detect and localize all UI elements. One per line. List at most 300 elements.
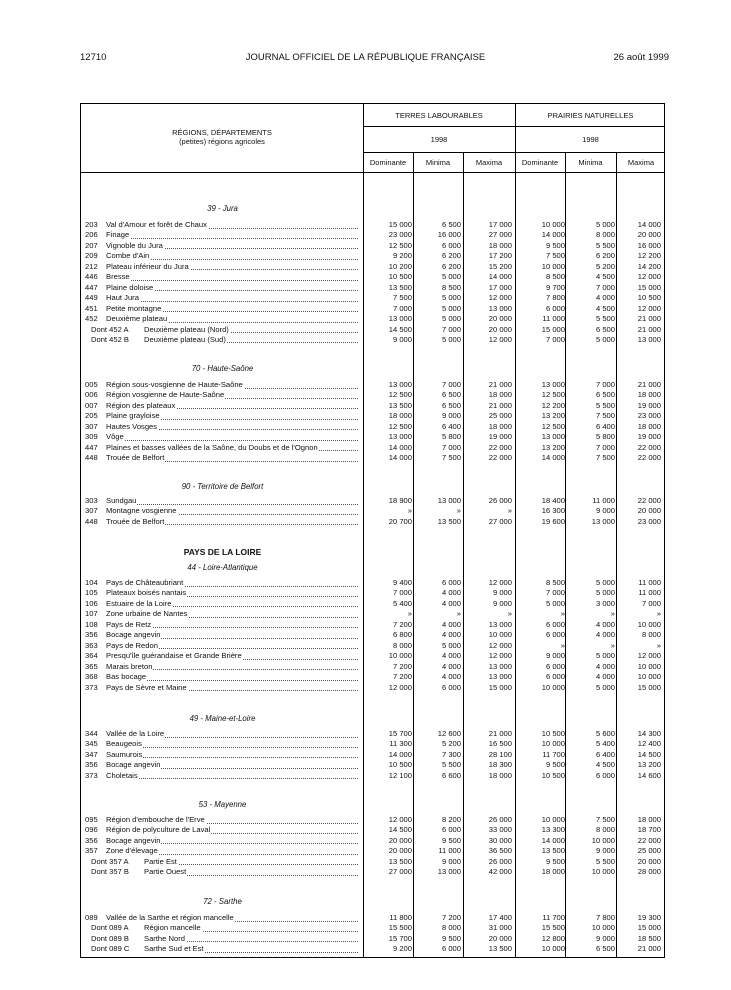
cell-value: 4 500 [595, 272, 615, 282]
cell-value: 36 500 [488, 846, 512, 856]
row-label [106, 913, 358, 924]
row-label [106, 390, 358, 401]
cell-value: 5 200 [441, 739, 461, 749]
cell-value: 26 000 [488, 856, 512, 866]
journal-title: JOURNAL OFFICIEL DE LA RÉPUBLIQUE FRANÇAISE [245, 52, 486, 63]
cell-value: 9 000 [595, 506, 615, 516]
row-label [106, 453, 358, 464]
row-label-text: Pays de Redon [106, 640, 158, 650]
cell-value: 6 000 [595, 770, 615, 780]
cell-value: 18 000 [637, 815, 661, 824]
cell-value: 6 000 [545, 303, 565, 313]
cell-value: 7 000 [595, 380, 615, 389]
row-label-text: Sarthe Nord [144, 933, 185, 943]
cell-value: 13 000 [437, 867, 461, 877]
cell-value: 9 000 [595, 846, 615, 856]
row-code: 007 [85, 400, 98, 410]
cell-value: 20 000 [488, 314, 512, 324]
column-header: Dominante [369, 158, 407, 167]
group-title-terres: TERRES LABOURABLES [395, 111, 483, 120]
row-label [106, 506, 358, 517]
cell-value: 5 000 [595, 588, 615, 598]
cell-value: 15 000 [637, 282, 661, 292]
cell-value: 10 500 [637, 293, 661, 303]
cell-value: 13 300 [541, 825, 565, 835]
row-header [81, 128, 363, 146]
region-heading: PAYS DE LA LOIRE [183, 547, 262, 557]
row-label [106, 846, 358, 857]
cell-value: 7 200 [441, 913, 461, 922]
row-code: 344 [85, 729, 98, 738]
cell-value: 19 600 [541, 516, 565, 526]
cell-value: 4 000 [595, 619, 615, 629]
row-label [106, 443, 358, 454]
row-label-text: Montagne vosgienne [106, 506, 177, 516]
row-code: 452 [85, 314, 98, 324]
cell-value: 7 800 [595, 913, 615, 922]
row-code: 373 [85, 682, 98, 692]
cell-value: 12 500 [541, 390, 565, 400]
cell-value: 10 000 [541, 220, 565, 229]
row-label [106, 517, 358, 528]
department-heading: 90 - Territoire de Belfort [181, 482, 264, 491]
cell-value: 8 000 [595, 825, 615, 835]
table-row [81, 283, 666, 294]
row-label-text: Sundgau [106, 496, 137, 505]
cell-value: » [610, 609, 615, 619]
cell-value: 15 000 [541, 324, 565, 334]
cell-value: 31 000 [488, 923, 512, 933]
cell-value: 5 200 [595, 261, 615, 271]
department-heading: 53 - Mayenne [198, 800, 247, 809]
cell-value: 23 000 [637, 411, 661, 421]
cell-value: 18 000 [541, 867, 565, 877]
cell-value: 11 000 [638, 578, 661, 587]
table-row [81, 923, 666, 934]
table-row [81, 496, 666, 507]
header-rule [363, 152, 664, 153]
row-code: Dont 452 A [91, 324, 129, 334]
table-row [81, 578, 666, 589]
table-row [81, 411, 666, 422]
row-code: 363 [85, 640, 98, 650]
row-code: 096 [85, 825, 98, 835]
cell-value: 4 000 [441, 619, 461, 629]
cell-value: 10 000 [591, 835, 615, 845]
cell-value: 15 700 [388, 729, 412, 738]
cell-value: 4 000 [595, 630, 615, 640]
cell-value: » [407, 506, 412, 516]
cell-value: 19 000 [637, 400, 661, 410]
table-row [81, 771, 666, 782]
cell-value: 9 500 [545, 240, 565, 250]
cell-value: 17 000 [488, 282, 512, 292]
table-row [81, 517, 666, 528]
cell-value: 8 000 [595, 230, 615, 240]
row-label-text: Zone d'élevage [106, 846, 158, 856]
cell-value: 11 000 [638, 588, 661, 598]
row-label [144, 934, 358, 945]
row-label [106, 241, 358, 252]
cell-value: 18 000 [637, 421, 661, 431]
cell-value: 6 200 [441, 261, 461, 271]
cell-value: 4 000 [595, 293, 615, 303]
cell-value: 7 200 [392, 672, 412, 682]
row-code: 207 [85, 240, 98, 250]
cell-value: 15 200 [488, 261, 512, 271]
row-label [106, 588, 358, 599]
cell-value: 13 000 [437, 496, 461, 505]
cell-value: 22 000 [488, 453, 512, 463]
row-label-text: Région d'embouche de l'Erve [106, 815, 205, 824]
row-code: 368 [85, 672, 98, 682]
row-code: 307 [85, 421, 98, 431]
row-code: 451 [85, 303, 98, 313]
table-row [81, 380, 666, 391]
cell-value: 17 000 [488, 220, 512, 229]
cell-value: 13 200 [541, 442, 565, 452]
cell-value: 11 700 [542, 749, 565, 759]
cell-value: 6 000 [441, 944, 461, 954]
row-label [106, 836, 358, 847]
cell-value: 13 000 [591, 516, 615, 526]
cell-value: 13 000 [388, 380, 412, 389]
cell-value: 14 200 [637, 261, 661, 271]
row-label [106, 401, 358, 412]
cell-value: 20 000 [388, 835, 412, 845]
cell-value: 4 000 [595, 672, 615, 682]
table-row [81, 443, 666, 454]
cell-value: 25 000 [637, 846, 661, 856]
cell-value: 14 000 [388, 453, 412, 463]
row-label-text: Partie Est [144, 856, 177, 866]
cell-value: 6 200 [441, 251, 461, 261]
cell-value: 9 000 [492, 598, 512, 608]
cell-value: 9 000 [441, 411, 461, 421]
row-label-text: Bocage angevin [106, 760, 161, 770]
cell-value: » [610, 640, 615, 650]
cell-value: 7 200 [392, 661, 412, 671]
row-code: 364 [85, 651, 98, 661]
cell-value: » [456, 506, 461, 516]
table-row [81, 867, 666, 878]
cell-value: 5 500 [595, 856, 615, 866]
cell-value: 11 700 [542, 913, 565, 922]
publication-date: 26 août 1999 [613, 52, 669, 63]
row-code: Dont 452 B [91, 334, 129, 344]
row-code: 447 [85, 442, 98, 452]
cell-value: 13 000 [488, 619, 512, 629]
row-code: 089 [85, 913, 98, 922]
table-row [81, 641, 666, 652]
cell-value: 12 000 [488, 578, 512, 587]
table-row [81, 422, 666, 433]
cell-value: 18 300 [488, 760, 512, 770]
department-heading: 70 - Haute-Saône [191, 364, 254, 373]
cell-value: 9 200 [392, 944, 412, 954]
cell-value: 11 000 [438, 846, 461, 856]
table-row [81, 630, 666, 641]
cell-value: 15 500 [541, 923, 565, 933]
cell-value: 7 500 [595, 453, 615, 463]
cell-value: 10 500 [541, 770, 565, 780]
row-code: 356 [85, 835, 98, 845]
cell-value: 10 000 [637, 661, 661, 671]
cell-value: 13 500 [437, 516, 461, 526]
cell-value: 12 000 [388, 682, 412, 692]
cell-value: 6 400 [595, 749, 615, 759]
row-label [106, 578, 358, 589]
cell-value: 10 000 [591, 867, 615, 877]
row-label [106, 729, 358, 740]
cell-value: 5 000 [441, 293, 461, 303]
cell-value: » [407, 609, 412, 619]
row-label [106, 750, 358, 761]
cell-value: » [560, 640, 565, 650]
cell-value: 13 000 [388, 432, 412, 442]
row-label [144, 867, 358, 878]
cell-value: 21 000 [637, 944, 661, 954]
row-code: 448 [85, 516, 98, 526]
cell-value: 13 000 [541, 432, 565, 442]
cell-value: 18 000 [488, 390, 512, 400]
cell-value: 6 400 [595, 421, 615, 431]
cell-value: 14 500 [637, 749, 661, 759]
row-code: 095 [85, 815, 98, 824]
cell-value: 6 600 [441, 770, 461, 780]
cell-value: 6 500 [595, 944, 615, 954]
table-row [81, 825, 666, 836]
row-label [106, 262, 358, 273]
cell-value: 11 000 [592, 496, 615, 505]
row-label-text: Petite montagne [106, 303, 162, 313]
cell-value: 6 000 [545, 619, 565, 629]
row-label [106, 620, 358, 631]
row-label-text: Plaine doloise [106, 282, 154, 292]
cell-value: 12 000 [388, 815, 412, 824]
row-label-text: Choletais [106, 770, 138, 780]
cell-value: 13 000 [541, 380, 565, 389]
table-row [81, 453, 666, 464]
department-heading: 39 - Jura [207, 204, 238, 213]
cell-value: 10 000 [541, 815, 565, 824]
row-code: 347 [85, 749, 98, 759]
header-rule [81, 172, 664, 173]
cell-value: 7 000 [441, 442, 461, 452]
row-code: 107 [85, 609, 98, 619]
row-label-text: Deuxième plateau (Nord) [144, 324, 229, 334]
cell-value: 12 000 [488, 293, 512, 303]
cell-value: 18 400 [541, 496, 565, 505]
cell-value: 20 000 [637, 506, 661, 516]
cell-value: 22 000 [637, 442, 661, 452]
table-row [81, 913, 666, 924]
cell-value: 7 000 [595, 442, 615, 452]
row-label [106, 683, 358, 694]
row-label [106, 609, 358, 620]
cell-value: 13 500 [388, 400, 412, 410]
cell-value: 5 800 [441, 432, 461, 442]
row-code: 345 [85, 739, 98, 749]
cell-value: 9 000 [392, 334, 412, 344]
cell-value: 7 000 [441, 380, 461, 389]
cell-value: 9 000 [441, 856, 461, 866]
row-label-text: Plaines et basses vallées de la Saône, du Doubs et de l'Ognon [106, 442, 318, 452]
row-label [106, 496, 358, 507]
cell-value: 14 600 [637, 770, 661, 780]
cell-value: 13 000 [388, 314, 412, 324]
cell-value: 13 500 [488, 944, 512, 954]
cell-value: 11 000 [542, 314, 565, 324]
cell-value: 7 500 [392, 293, 412, 303]
row-label [144, 335, 358, 346]
cell-value: 10 500 [388, 760, 412, 770]
row-code: 006 [85, 390, 98, 400]
cell-value: » [507, 506, 512, 516]
cell-value: 21 000 [637, 324, 661, 334]
cell-value: 4 500 [595, 303, 615, 313]
row-label [144, 944, 358, 955]
department-heading: 49 - Maine-et-Loire [189, 714, 256, 723]
cell-value: 7 800 [545, 293, 565, 303]
row-label-text: Deuxième plateau (Sud) [144, 334, 226, 344]
cell-value: 12 000 [488, 640, 512, 650]
cell-value: 5 500 [595, 314, 615, 324]
cell-value: 16 000 [437, 230, 461, 240]
row-label-text: Trouée de Belfort [106, 516, 165, 526]
cell-value: 12 800 [541, 933, 565, 943]
row-label [106, 815, 358, 826]
cell-value: 6 500 [595, 324, 615, 334]
cell-value: 27 000 [488, 230, 512, 240]
header-rule [363, 126, 664, 127]
cell-value: 13 200 [637, 760, 661, 770]
cell-value: 9 000 [492, 588, 512, 598]
cell-value: 14 000 [541, 230, 565, 240]
cell-value: 9 500 [441, 835, 461, 845]
cell-value: 10 500 [541, 729, 565, 738]
row-code: 365 [85, 661, 98, 671]
row-label-text: Pays de Retz [106, 619, 152, 629]
cell-value: 12 600 [437, 729, 461, 738]
column-header: Minima [425, 158, 451, 167]
cell-value: 19 000 [488, 432, 512, 442]
row-label-text: Bresse [106, 272, 130, 282]
cell-value: 21 000 [488, 400, 512, 410]
cell-value: 7 000 [545, 334, 565, 344]
row-label-text: Deuxième plateau [106, 314, 168, 324]
cell-value: 4 000 [441, 661, 461, 671]
row-label-text: Vallée de la Loire [106, 729, 165, 738]
cell-value: 14 000 [637, 220, 661, 229]
row-label-text: Bocage angevin [106, 835, 161, 845]
cell-value: 26 000 [488, 815, 512, 824]
row-code: 203 [85, 220, 98, 229]
cell-value: 12 000 [637, 272, 661, 282]
table-row [81, 750, 666, 761]
row-label-text: Région de polyculture de Laval [106, 825, 211, 835]
cell-value: 14 000 [488, 272, 512, 282]
column-header: Maxima [475, 158, 503, 167]
cell-value: 8 000 [441, 923, 461, 933]
row-label [106, 251, 358, 262]
cell-value: 26 000 [488, 496, 512, 505]
cell-value: 18 000 [488, 240, 512, 250]
cell-value: 10 500 [388, 272, 412, 282]
cell-value: 15 000 [388, 220, 412, 229]
row-code: 446 [85, 272, 98, 282]
cell-value: 8 500 [545, 272, 565, 282]
cell-value: 18 000 [488, 770, 512, 780]
cell-value: 9 000 [545, 651, 565, 661]
row-code: Dont 089 A [91, 923, 129, 933]
row-label [144, 857, 358, 868]
cell-value: 5 000 [595, 651, 615, 661]
column-header: Minima [578, 158, 603, 167]
row-label [106, 662, 358, 673]
cell-value: 7 500 [545, 251, 565, 261]
row-label [106, 293, 358, 304]
cell-value: » [456, 609, 461, 619]
cell-value: 9 000 [595, 933, 615, 943]
cell-value: 10 000 [541, 261, 565, 271]
cell-value: 6 000 [545, 672, 565, 682]
row-label-text: Région vosgienne de Haute-Saône [106, 390, 225, 400]
table-row [81, 314, 666, 325]
cell-value: 9 500 [441, 933, 461, 943]
row-code: 205 [85, 411, 98, 421]
row-code: 449 [85, 293, 98, 303]
cell-value: 11 800 [389, 913, 412, 922]
cell-value: 9 400 [392, 578, 412, 587]
cell-value: 4 000 [441, 630, 461, 640]
row-code: 106 [85, 598, 98, 608]
cell-value: 7 000 [545, 588, 565, 598]
table-row [81, 815, 666, 826]
cell-value: 5 400 [595, 739, 615, 749]
cell-value: 7 000 [595, 282, 615, 292]
cell-value: 3 000 [595, 598, 615, 608]
cell-value: 13 500 [541, 846, 565, 856]
cell-value: 5 000 [441, 314, 461, 324]
cell-value: 13 500 [388, 282, 412, 292]
cell-value: 8 500 [441, 282, 461, 292]
row-code: 307 [85, 506, 98, 516]
cell-value: 7 000 [441, 324, 461, 334]
cell-value: 27 000 [388, 867, 412, 877]
cell-value: 15 500 [388, 923, 412, 933]
cell-value: 7 000 [392, 588, 412, 598]
row-label-text: Pays de Châteaubriant [106, 578, 184, 587]
cell-value: 15 700 [388, 933, 412, 943]
table-row [81, 304, 666, 315]
table-row [81, 390, 666, 401]
cell-value: 9 200 [392, 251, 412, 261]
cell-value: » [656, 609, 661, 619]
row-label [106, 432, 358, 443]
cell-value: 7 500 [441, 453, 461, 463]
cell-value: 14 000 [388, 749, 412, 759]
cell-value: 13 000 [488, 303, 512, 313]
row-label [106, 771, 358, 782]
cell-value: 18 000 [637, 390, 661, 400]
cell-value: 28 100 [488, 749, 512, 759]
row-label-text: Marais breton [106, 661, 153, 671]
row-code: Dont 357 A [91, 856, 129, 866]
cell-value: 21 000 [637, 314, 661, 324]
cell-value: 17 400 [488, 913, 512, 922]
cell-value: 7 200 [392, 619, 412, 629]
